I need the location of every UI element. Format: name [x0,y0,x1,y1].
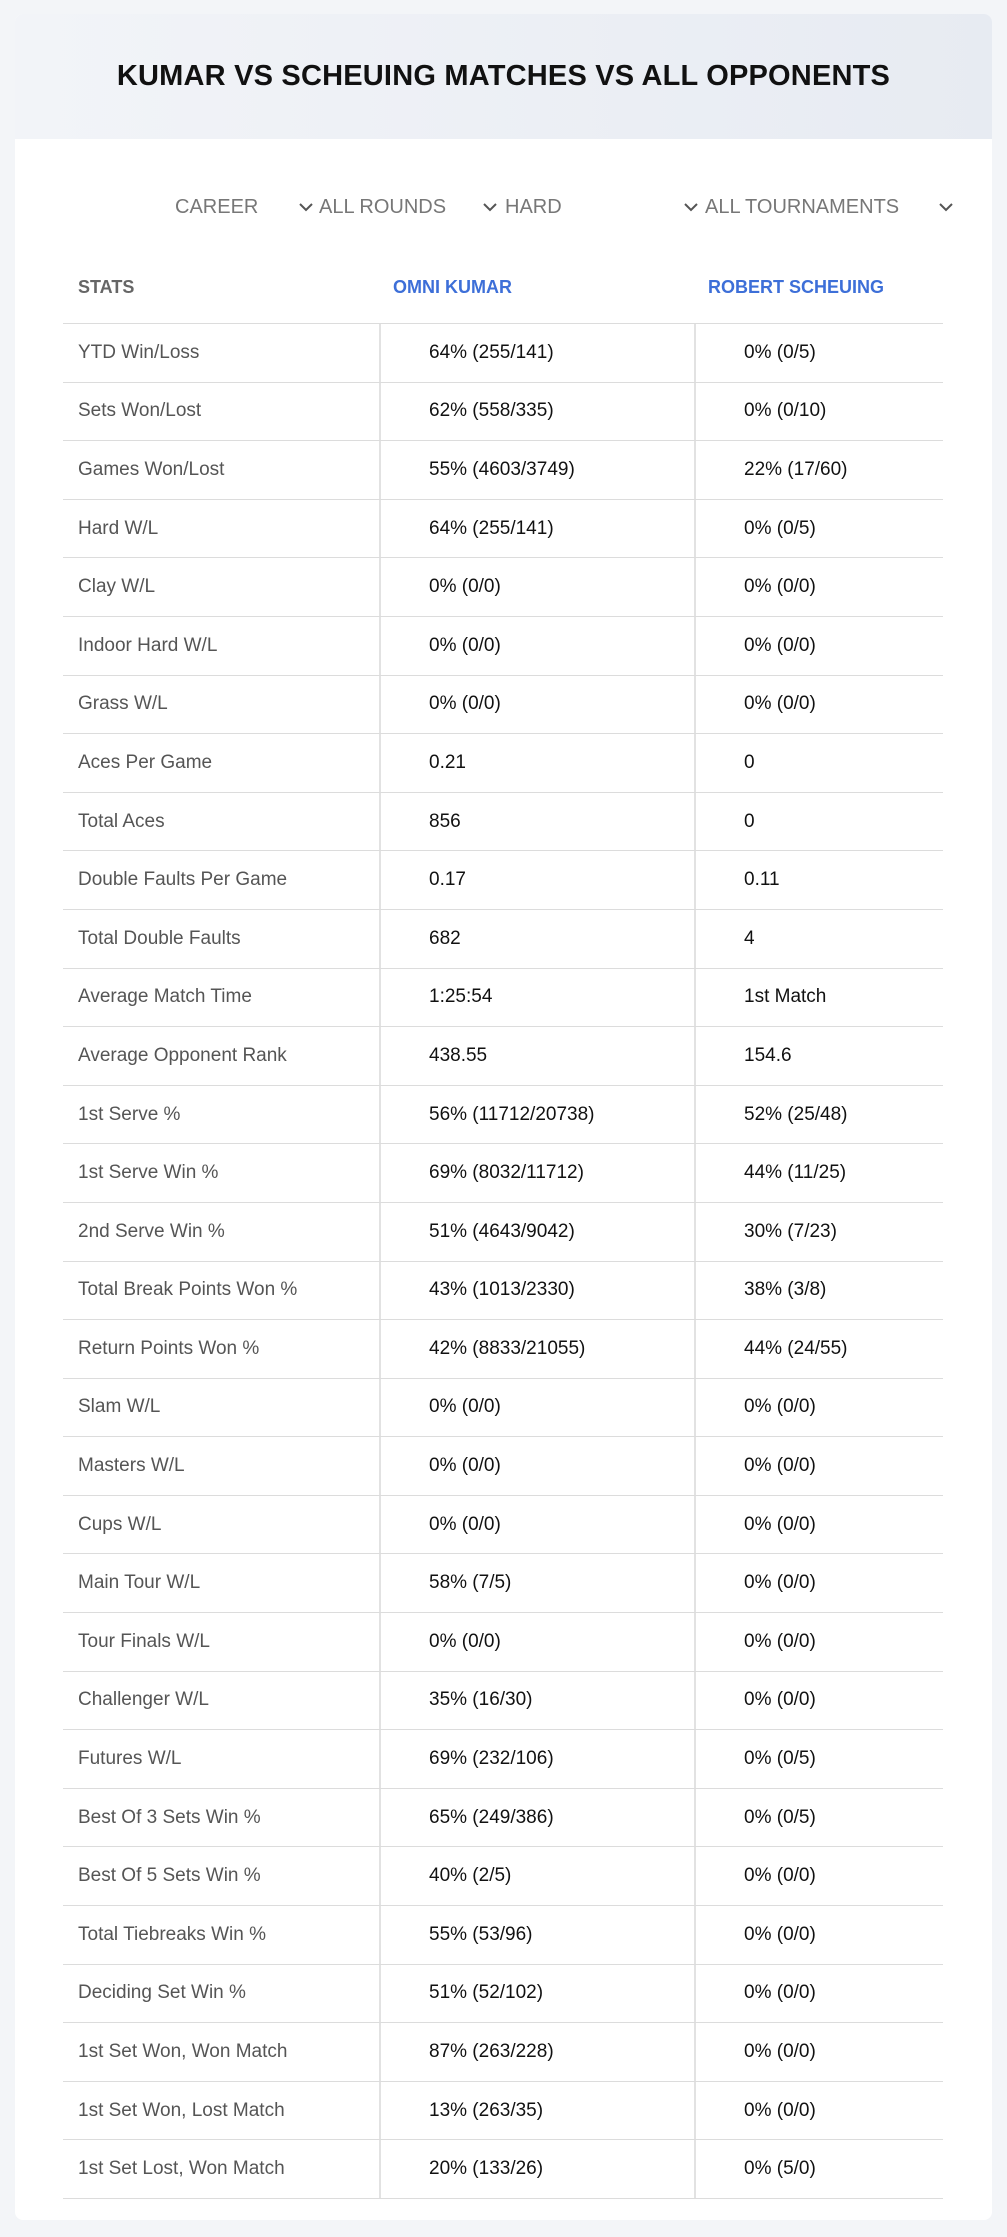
table-row [63,1789,943,1848]
player2-value: 0% (0/0) [694,1379,943,1437]
player2-value: 0% (0/0) [694,558,943,616]
table-row [63,1847,943,1906]
chevron-down-icon [297,198,315,216]
stat-label: Cups W/L [78,1513,162,1535]
stat-label: YTD Win/Loss [78,341,200,363]
stats-card [15,14,992,2220]
table-row [63,617,943,676]
stat-label: Average Opponent Rank [78,1044,287,1066]
player1-value: 55% (53/96) [379,1906,694,1964]
player2-value: 0% (0/0) [694,617,943,675]
player1-value: 51% (4643/9042) [379,1203,694,1261]
card-header [15,14,992,139]
table-row [63,1672,943,1731]
stat-label: 1st Set Won, Won Match [78,2041,288,2063]
table-row [63,558,943,617]
player1-value: 13% (263/35) [379,2082,694,2140]
surface-select-value: HARD [505,195,562,218]
player2-value: 154.6 [694,1027,943,1085]
table-row [63,910,943,969]
player1-value: 0.21 [379,734,694,792]
player1-value: 20% (133/26) [379,2140,694,2198]
stat-label: Main Tour W/L [78,1572,201,1594]
player2-value: 0% (0/0) [694,1554,943,1612]
player1-value: 40% (2/5) [379,1847,694,1905]
table-row [63,1203,943,1262]
round-select[interactable] [319,184,499,230]
table-row [63,734,943,793]
player1-value: 35% (16/30) [379,1672,694,1730]
stat-label: Tour Finals W/L [78,1630,210,1652]
stats-table [63,250,943,2199]
player2-value: 0% (0/0) [694,676,943,734]
page-title: KUMAR VS SCHEUING MATCHES VS ALL OPPONENTS [116,60,891,92]
player1-value: 56% (11712/20738) [379,1086,694,1144]
player2-value: 0% (0/5) [694,500,943,558]
player2-value: 0% (0/0) [694,1672,943,1730]
table-row [63,1320,943,1379]
player2-value: 38% (3/8) [694,1262,943,1320]
player2-value: 0% (0/5) [694,324,943,382]
column-header-player2[interactable]: ROBERT SCHEUING [708,276,885,297]
stat-label: Grass W/L [78,693,168,715]
player2-value: 0 [694,793,943,851]
stat-label: 1st Serve Win % [78,1162,219,1184]
tournament-select-value: ALL TOURNAMENTS [705,195,900,218]
table-header [63,250,943,324]
filter-bar [15,184,992,230]
player2-value: 0% (0/0) [694,2023,943,2081]
player2-value: 0.11 [694,851,943,909]
stat-label: Average Match Time [78,986,252,1008]
table-row [63,1496,943,1555]
stat-label: Total Double Faults [78,927,241,949]
table-row [63,1906,943,1965]
column-header-stats: STATS [78,276,135,297]
stat-label: Deciding Set Win % [78,1982,246,2004]
table-row [63,1379,943,1438]
player1-value: 87% (263/228) [379,2023,694,2081]
stat-label: 1st Set Won, Lost Match [78,2099,285,2121]
player2-value: 0% (0/0) [694,1613,943,1671]
table-row [63,2082,943,2141]
player2-value: 0% (0/5) [694,1789,943,1847]
stat-label: 1st Serve % [78,1103,181,1125]
chevron-down-icon [937,198,955,216]
stat-label: Total Aces [78,810,165,832]
player1-value: 42% (8833/21055) [379,1320,694,1378]
player1-value: 682 [379,910,694,968]
player1-value: 0.17 [379,851,694,909]
stat-label: Return Points Won % [78,1337,260,1359]
player1-value: 0% (0/0) [379,1613,694,1671]
table-row [63,1965,943,2024]
player1-value: 43% (1013/2330) [379,1262,694,1320]
player1-value: 65% (249/386) [379,1789,694,1847]
player2-value: 0% (0/5) [694,1730,943,1788]
table-row [63,1027,943,1086]
stat-label: Best Of 5 Sets Win % [78,1865,261,1887]
player1-value: 856 [379,793,694,851]
player1-value: 0% (0/0) [379,617,694,675]
player1-value: 438.55 [379,1027,694,1085]
player1-value: 0% (0/0) [379,558,694,616]
player1-value: 69% (8032/11712) [379,1144,694,1202]
stat-label: Double Faults Per Game [78,869,288,891]
table-row [63,2140,943,2199]
player2-value: 4 [694,910,943,968]
period-select[interactable] [175,184,315,230]
player1-value: 0% (0/0) [379,1496,694,1554]
player2-value: 22% (17/60) [694,441,943,499]
player1-value: 0% (0/0) [379,1437,694,1495]
player2-value: 44% (11/25) [694,1144,943,1202]
player2-value: 0% (0/0) [694,1847,943,1905]
chevron-down-icon [682,198,700,216]
player2-value: 30% (7/23) [694,1203,943,1261]
player1-value: 64% (255/141) [379,500,694,558]
table-row [63,676,943,735]
table-row [63,500,943,559]
player1-value: 69% (232/106) [379,1730,694,1788]
player1-value: 1:25:54 [379,969,694,1027]
player1-value: 0% (0/0) [379,676,694,734]
table-row [63,324,943,383]
player2-value: 0% (0/0) [694,1965,943,2023]
table-row [63,969,943,1028]
column-header-player1[interactable]: OMNI KUMAR [393,276,512,297]
surface-select[interactable] [505,184,700,230]
stat-label: Indoor Hard W/L [78,634,218,656]
table-row [63,1437,943,1496]
stat-label: Clay W/L [78,576,156,598]
player2-value: 44% (24/55) [694,1320,943,1378]
table-row [63,441,943,500]
period-select-value: CAREER [175,195,259,218]
round-select-value: ALL ROUNDS [319,195,447,218]
stat-label: Challenger W/L [78,1689,209,1711]
table-row [63,851,943,910]
player2-value: 1st Match [694,969,943,1027]
player2-value: 52% (25/48) [694,1086,943,1144]
player2-value: 0 [694,734,943,792]
stat-label: 1st Set Lost, Won Match [78,2158,285,2180]
tournament-select[interactable] [705,184,955,230]
table-row [63,1086,943,1145]
stat-label: Slam W/L [78,1396,161,1418]
stat-label: Masters W/L [78,1455,185,1477]
player2-value: 0% (0/0) [694,1437,943,1495]
stat-label: Futures W/L [78,1748,182,1770]
player1-value: 55% (4603/3749) [379,441,694,499]
table-body [63,324,943,2199]
stat-label: 2nd Serve Win % [78,1220,225,1242]
table-row [63,383,943,442]
stat-label: Sets Won/Lost [78,400,202,422]
player1-value: 62% (558/335) [379,383,694,441]
stat-label: Total Tiebreaks Win % [78,1923,266,1945]
stat-label: Aces Per Game [78,751,213,773]
player1-value: 64% (255/141) [379,324,694,382]
player1-value: 51% (52/102) [379,1965,694,2023]
player2-value: 0% (0/0) [694,2082,943,2140]
player2-value: 0% (0/10) [694,383,943,441]
table-row [63,793,943,852]
player1-value: 58% (7/5) [379,1554,694,1612]
player2-value: 0% (0/0) [694,1906,943,1964]
stat-label: Best Of 3 Sets Win % [78,1806,261,1828]
stat-label: Hard W/L [78,517,159,539]
chevron-down-icon [481,198,499,216]
table-row [63,2023,943,2082]
table-row [63,1262,943,1321]
player2-value: 0% (5/0) [694,2140,943,2198]
player1-value: 0% (0/0) [379,1379,694,1437]
table-row [63,1730,943,1789]
table-row [63,1613,943,1672]
table-row [63,1144,943,1203]
player2-value: 0% (0/0) [694,1496,943,1554]
stat-label: Total Break Points Won % [78,1279,298,1301]
table-row [63,1554,943,1613]
stat-label: Games Won/Lost [78,458,225,480]
